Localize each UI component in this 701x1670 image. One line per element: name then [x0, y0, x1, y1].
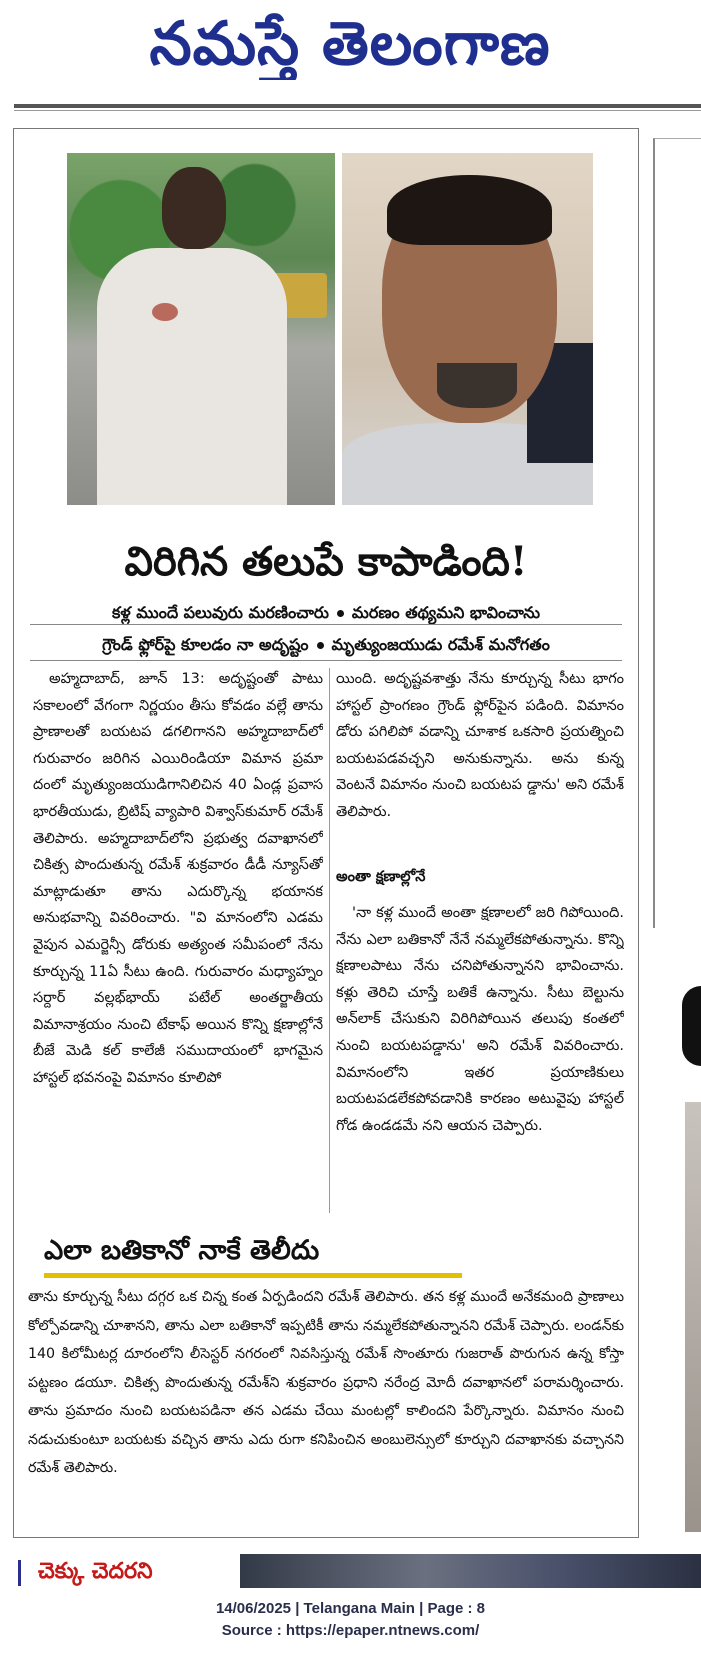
box-headline-underline [44, 1273, 462, 1278]
teaser-marker [18, 1560, 21, 1586]
photo-survivor-hospital [342, 153, 593, 505]
article-headline: విరిగిన తలుపే కాపాడింది! [124, 538, 528, 585]
article-column-left [33, 666, 323, 1214]
photo-survivor-walking [67, 153, 335, 505]
edition-info: 14/06/2025 | Telangana Main | Page : 8 [215, 1600, 486, 1617]
adjacent-photo-fragment [685, 1102, 701, 1532]
source-info: Source : https://epaper.ntnews.com/ [221, 1622, 480, 1639]
box-paragraph: తాను కూర్చున్న సీటు దగ్గర ఒక చిన్న కంత ఏర్పడిందని రమేశ్ తెలిపారు. తన కళ్ల ముందే అనేకమంది ప్రాణాలు కోల్పోవడాన్ని చూశానని, తాను ఎలా బతికానో ఇప్పటికీ తాను నమ్మలేకపోతున్నానని రమేశ్ చెప్పారు. లండన్‌కు 140 కిలోమీటర్ల దూరంలోని లీసెస్టర్ నగరంలో నివసిస్తున్న రమేశ్ సొంతూరు గుజరాత్ పొరుగున ఉన్న కోస్తా పట్టణం డయూ. చికిత్స పొందుతున్న రమేశ్‌ని శుక్రవారం ప్రధాని నరేంద్ర మోదీ దవాఖానలో పరామర్శించారు. తాను ప్రమాదం నుంచి బయటపడినా తన ఎడమ చేయి మంటల్లో కాలిందని పేర్కొన్నారు. విమానం నుంచి నడుచుకుంటూ బయటకు వచ్చిన తాను ఎదు రుగా కనిపించిన అంబులెన్సులో కూర్చుని దవాఖానకు వచ్చానని రమేశ్ తెలిపారు. [28, 1289, 624, 1476]
next-article-photo [240, 1554, 701, 1588]
subheadline-1-right: మరణం తథ్యమని భావించాను [351, 603, 540, 622]
article-column-right [336, 666, 624, 1212]
newspaper-title: నమస్తే తెలంగాణ [149, 9, 551, 79]
column-divider [329, 668, 330, 1213]
bullet-icon [337, 610, 344, 617]
subheadline-2-left: గ్రౌండ్ ఫ్లోర్‌పై కూలడం నా అదృష్టం [102, 635, 309, 654]
subheadline-2 [30, 632, 622, 658]
box-headline: ఎలా బతికానో నాకే తెలీదు [44, 1235, 320, 1266]
article-paragraph: అహ్మదాబాద్, జూన్ 13: అదృష్టంతో పాటు సకాలంలో వేగంగా నిర్ణయం తీసు కోవడం వల్లే తాను ప్రాణాలతో బయటప డగలిగానని అహ్మదాబాద్‌లో గురువారం జరిగిన ఎయిరిండియా విమాన ప్రమా దంలో మృత్యుంజయుడిగానిలిచిన 40 ఏండ్ల ప్రవాస భారతీయుడు, బ్రిటిష్ వ్యాపారి విశ్వాస్‌కుమార్ రమేశ్ తెలిపారు. అహ్మదాబాద్‌లోని ప్రభుత్వ దవాఖానలో చికిత్స పొందుతున్న రమేశ్ శుక్రవారం డీడీ న్యూస్‌తో మాట్లాడుతూ తాను ఎదుర్కొన్న భయానక అనుభవాన్ని వివరించారు. "వి మానంలోని ఎడమ వైపున ఎమర్జెన్సీ డోరుకు అత్యంత సమీపంలో నేను కూర్చున్న 11ఏ సీటు ఉంది. గురువారం మధ్యాహ్నం సర్దార్ వల్లభ్‌భాయ్ పటేల్ అంతర్జాతీయ విమానాశ్రయం నుంచి టేకాఫ్ అయిన కొన్ని క్షణాల్లోనే బీజే మెడి కల్ కాలేజీ సముదాయంలో భాగమైన హాస్టల్ భవనంపై విమానం కూలిపో [33, 671, 323, 1086]
subheadline-rule [30, 624, 622, 625]
subheadline-2-right: మృత్యుంజయుడు రమేశ్ మనోగతం [331, 635, 550, 654]
adjacent-headline-fragment [682, 986, 701, 1066]
subheadline-1 [30, 600, 622, 626]
adjacent-article-edge [653, 138, 701, 928]
article-paragraph: 'నా కళ్ల ముందే అంతా క్షణాలలో జరి గిపోయింది. నేను ఎలా బతికానో నేనే నమ్మలేకపోతున్నాను. కొన్ని క్షణాలపాటు నేను చనిపోతున్నానని భావించాను. కళ్లు తెరిచి చూస్తే బతికే ఉన్నాను. సీటు బెల్టును అన్‌లాక్ చేసుకుని విరిగిపోయిన తలుపు కంతలో నుంచి బయటపడ్డాను' అని రమేశ్ వివరించారు. విమానంలోని ఇతర ప్రయాణికులు బయటపడలేకపోవడానికి కారణం అటువైపు హాస్టల్ గోడ ఉండడమే నని ఆయన చెప్పారు. [336, 905, 624, 1134]
next-article-teaser: చెక్కు చెదరని [38, 1559, 153, 1584]
article-paragraph: యింది. అదృష్టవశాత్తు నేను కూర్చున్న సీటు భాగం హాస్టల్ ప్రాంగణం గ్రౌండ్ ఫ్లోర్‌పైన పడింది. విమానం డోరు పగిలిపో వడాన్ని చూశాక ఒకసారి ప్రయత్నించి బయటపడవచ్చని అనుకున్నాను. అను కున్న వెంటనే విమానం నుంచి బయటప డ్డాను' అని రమేశ్ తెలిపారు. [336, 671, 624, 820]
masthead-rule [14, 104, 701, 108]
masthead [0, 0, 701, 100]
subheadline-1-left: కళ్ల ముందే పలువురు మరణించారు [112, 603, 329, 622]
crosshead: అంతా క్షణాల్లోనే [336, 869, 426, 885]
masthead-rule-thin [14, 110, 701, 111]
bullet-icon [317, 642, 324, 649]
subheadline-rule-2 [30, 660, 622, 661]
